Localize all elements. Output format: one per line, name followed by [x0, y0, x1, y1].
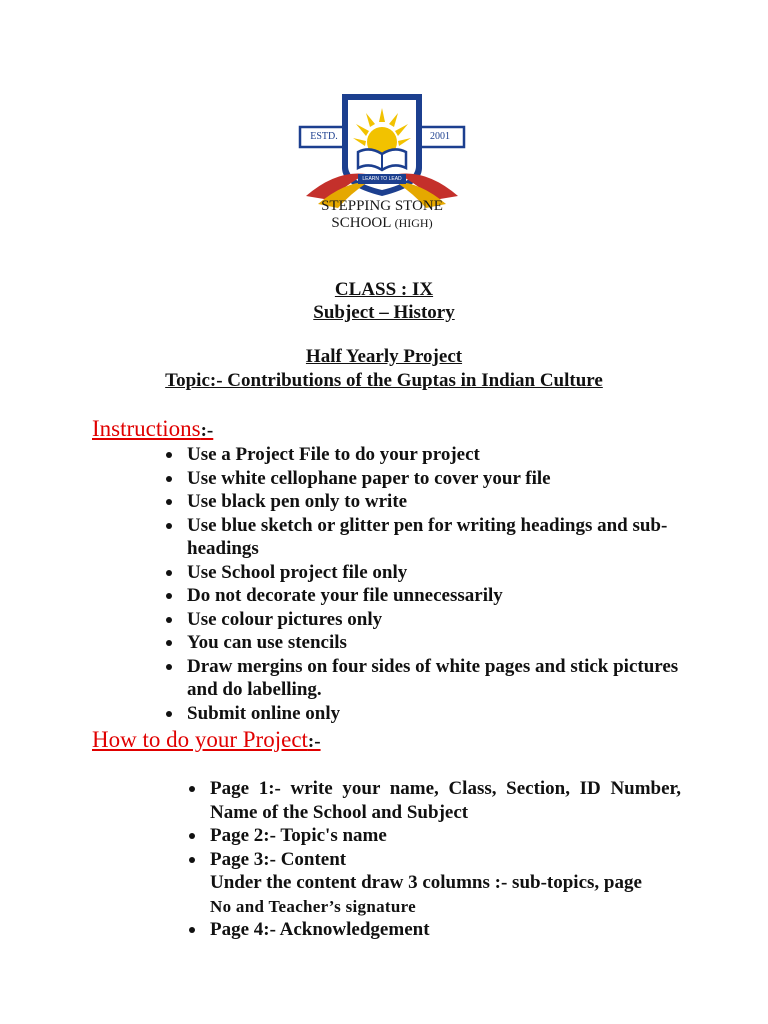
howto-heading-suffix: :- [307, 731, 321, 752]
howto-list [185, 777, 681, 942]
instructions-list [162, 443, 692, 725]
instructions-heading-text: Instructions [92, 416, 201, 441]
school-name [296, 198, 468, 232]
list-item: Use black pen only to write [162, 490, 692, 514]
content-note-line2: No and Teacher’s signature [210, 896, 416, 916]
class-line: CLASS : IX [334, 279, 434, 300]
logo-motto: LEARN TO LEAD [362, 176, 402, 182]
content-note-line1: Under the content draw 3 columns :- sub-topics, page [210, 872, 642, 893]
estd-year: 2001 [430, 131, 450, 142]
school-name-word: SCHOOL [331, 215, 391, 231]
howto-heading-text: How to do your Project [92, 727, 308, 752]
instructions-heading-suffix: :- [200, 420, 214, 441]
list-item: Do not decorate your file unnecessarily [162, 584, 692, 608]
list-item [185, 848, 681, 919]
topic-line: Topic:- Contributions of the Guptas in Indian Culture [165, 370, 603, 391]
school-name-line2 [296, 215, 468, 232]
list-item: Page 2:- Topic's name [185, 824, 681, 848]
list-item: Use a Project File to do your project [162, 443, 692, 467]
instructions-heading [92, 416, 213, 444]
howto-heading [92, 727, 321, 755]
list-item: Page 4:- Acknowledgement [185, 918, 681, 942]
project-title: Half Yearly Project [305, 346, 463, 367]
list-item: Submit online only [162, 702, 692, 726]
school-name-suffix: (HIGH) [394, 216, 433, 230]
list-item: Use white cellophane paper to cover your file [162, 467, 692, 491]
subject-line: Subject – History [313, 302, 455, 323]
list-item-text: Page 3:- Content [210, 848, 347, 870]
school-name-line1: STEPPING STONE [321, 198, 443, 214]
list-item: Draw mergins on four sides of white pages and stick pictures and do labelling. [162, 655, 692, 702]
list-item: Use blue sketch or glitter pen for writing headings and sub-headings [162, 514, 692, 561]
list-item: You can use stencils [162, 631, 692, 655]
list-item: Use School project file only [162, 561, 692, 585]
list-item: Page 1:- write your name, Class, Section, ID Number, Name of the School and Subject [185, 777, 681, 824]
estd-label: ESTD. [310, 131, 338, 142]
list-item: Use colour pictures only [162, 608, 692, 632]
